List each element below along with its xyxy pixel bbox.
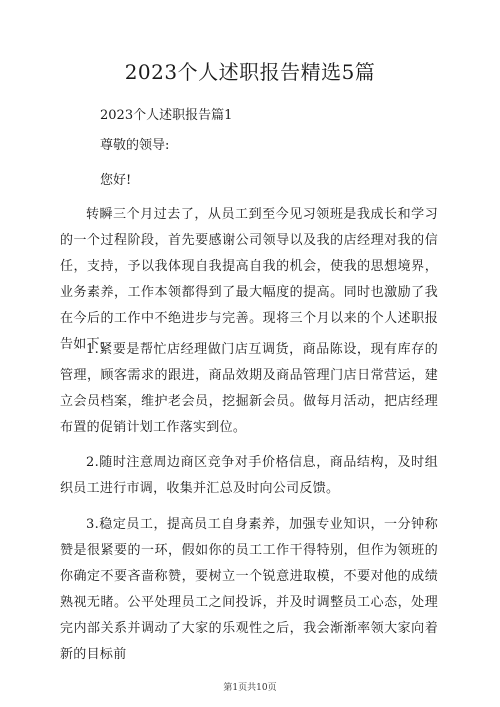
page-title: 2023个人述职报告精选5篇	[124, 60, 376, 84]
section-heading: 2023个人述职报告篇1	[100, 108, 233, 123]
paragraph-item-3: 3.稳定员工，提高员工自身素养，加强专业知识，一分钟称赞是很紧要的一环，假如你的员工工作干得特别，但作为领班的你确定不要吝啬称赞，要树立一个锐意进取模，不要对他的成绩熟视无睹。公平处理员工之间投诉，并及时调整员工心态，处理完内部关系并调动了大家的乐观性之后，我会渐渐率领大家向着新的目标前	[60, 517, 438, 662]
paragraph-item-2: 2.随时注意周边商区竞争对手价格信息，商品结构，及时组织员工进行市调，收集并汇总及时向公司反馈。	[60, 455, 438, 496]
paragraph-intro: 转瞬三个月过去了，从员工到至今见习领班是我成长和学习的一个过程阶段，首先要感谢公司领导以及我的店经理对我的信任，支持，予以我体现自我提高自我的机会，使我的思想境界，业务素养，工作本领都得到了最大幅度的提高。同时也激励了我在今后的工作中不绝进步与完善。现将三个月以来的个人述职报告如下:	[60, 207, 438, 352]
greeting: 您好!	[100, 173, 132, 188]
salutation: 尊敬的领导:	[100, 138, 170, 153]
paragraph-item-1: 1.紧要是帮忙店经理做门店互调货，商品陈设，现有库存的管理，顾客需求的跟进，商品效期及商品管理门店日常营运，建立会员档案，维护老会员，挖掘新会员。做每月活动，把店经理布置的促销计划工作落实到位。	[60, 342, 438, 435]
page-number: 第1页共10页	[223, 683, 277, 693]
